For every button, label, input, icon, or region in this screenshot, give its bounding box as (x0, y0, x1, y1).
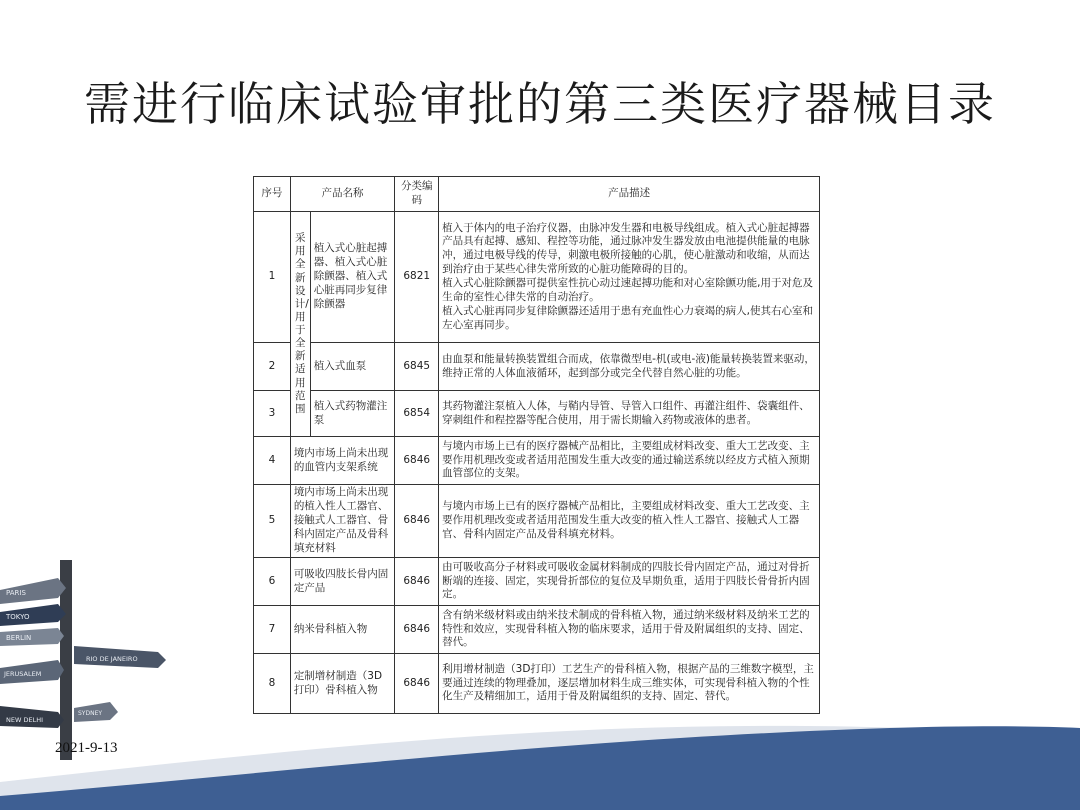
row-code: 6821 (395, 212, 439, 343)
row-name: 植入式血泵 (310, 343, 394, 391)
row-desc: 含有纳米级材料或由纳米技术制成的骨科植入物，通过纳米级材料及纳米工艺的特性和效应，实现骨科植入物的临床要求，适用于骨及附属组织的支持、固定、替代。 (439, 606, 820, 654)
row-no: 2 (254, 343, 291, 391)
sign-label-jerusalem: JERUSALEM (4, 670, 42, 678)
sign-label-new-delhi: NEW DELHI (6, 716, 44, 724)
table-row (254, 558, 820, 606)
row-desc: 与境内市场上已有的医疗器械产品相比，主要组成材料改变、重大工艺改变、主要作用机理改变或者适用范围发生重大改变的通过输送系统以经皮方式植入预期血管部位的支架。 (439, 437, 820, 485)
sign-label-rio: RIO DE JANEIRO (86, 655, 138, 663)
header-name: 产品名称 (290, 177, 394, 212)
header-code: 分类编码 (395, 177, 439, 212)
row-code: 6846 (395, 437, 439, 485)
table-row (254, 606, 820, 654)
table-header-row (254, 177, 820, 212)
sign-label-tokyo: TOKYO (6, 613, 30, 621)
slide-title: 需进行临床试验审批的第三类医疗器械目录 (84, 77, 996, 131)
row-name: 纳米骨科植入物 (290, 606, 394, 654)
table-row (254, 654, 820, 714)
slide-date: 2021-9-13 (55, 740, 118, 756)
row-code: 6854 (395, 391, 439, 437)
row-no: 6 (254, 558, 291, 606)
row-name: 可吸收四肢长骨内固定产品 (290, 558, 394, 606)
row-desc: 由血泵和能量转换装置组合而成，依靠微型电-机(或电-液)能量转换装置来驱动，维持正常的人体血液循环，起到部分或完全代替自然心脏的功能。 (439, 343, 820, 391)
sign-label-berlin: BERLIN (6, 634, 32, 642)
row-no: 4 (254, 437, 291, 485)
signpost-icon (0, 560, 170, 760)
sign-label-sydney: SYDNEY (78, 710, 103, 717)
row-code: 6846 (395, 654, 439, 714)
row-no: 5 (254, 485, 291, 558)
sign-label-paris: PARIS (6, 589, 26, 597)
row-no: 8 (254, 654, 291, 714)
table-row (254, 391, 820, 437)
table-row (254, 485, 820, 558)
row-code: 6846 (395, 606, 439, 654)
row-desc: 与境内市场上已有的医疗器械产品相比，主要组成材料改变、重大工艺改变、主要作用机理改变或者适用范围发生重大改变的植入性人工器官、接触式人工器官、骨科内固定产品及骨科填充材料。 (439, 485, 820, 558)
row-name: 定制增材制造（3D打印）骨科植入物 (290, 654, 394, 714)
header-no: 序号 (254, 177, 291, 212)
row-no: 3 (254, 391, 291, 437)
row-no: 7 (254, 606, 291, 654)
header-desc: 产品描述 (439, 177, 820, 212)
table-row (254, 343, 820, 391)
row-name: 境内市场上尚未出现的植入性人工器官、接触式人工器官、骨科内固定产品及骨科填充材料 (290, 485, 394, 558)
row-desc: 由可吸收高分子材料或可吸收金属材料制成的四肢长骨内固定产品，通过对骨折断端的连接、固定，实现骨折部位的复位及早期负重，适用于四肢长骨骨折内固定。 (439, 558, 820, 606)
device-catalog-table (253, 176, 820, 714)
row-desc: 植入于体内的电子治疗仪器，由脉冲发生器和电极导线组成。植入式心脏起搏器产品具有起搏、感知、程控等功能，通过脉冲发生器发放由电池提供能量的电脉冲，通过电极导线的传导，刺激电极所接触的心肌，使心脏激动和收缩，从而达到治疗由于某些心律失常所致的心脏功能障碍的目的。 植入式心脏除颤器可提供室性抗心动过速起搏功能和对心室除颤功能,用于对危及生命的室性心律失常的自动治疗。 植入式心脏再同步复律除颤器还适用于患有充血性心力衰竭的病人,使其右心室和左心室再同步。 (439, 212, 820, 343)
row-code: 6845 (395, 343, 439, 391)
row-code: 6846 (395, 485, 439, 558)
row-name: 植入式药物灌注泵 (310, 391, 394, 437)
row-desc: 其药物灌注泵植入人体，与鞘内导管、导管入口组件、再灌注组件、袋囊组件、穿刺组件和程控器等配合使用，用于需长期输入药物或液体的患者。 (439, 391, 820, 437)
scope-cell (290, 212, 310, 437)
table-row (254, 437, 820, 485)
table-row (254, 212, 820, 343)
row-name: 植入式心脏起搏器、植入式心脏除颤器、植入式心脏再同步复律除颤器 (310, 212, 394, 343)
row-desc: 利用增材制造（3D打印）工艺生产的骨科植入物，根据产品的三维数字模型，主要通过连续的物理叠加，逐层增加材料生成三维实体，可实现骨科植入物的个性化生产及精细加工，适用于骨及附属组织的支持、固定、替代。 (439, 654, 820, 714)
row-no: 1 (254, 212, 291, 343)
row-name: 境内市场上尚未出现的血管内支架系统 (290, 437, 394, 485)
scope-label: 采用全新设计/用于全新适用范围 (294, 232, 309, 415)
row-code: 6846 (395, 558, 439, 606)
